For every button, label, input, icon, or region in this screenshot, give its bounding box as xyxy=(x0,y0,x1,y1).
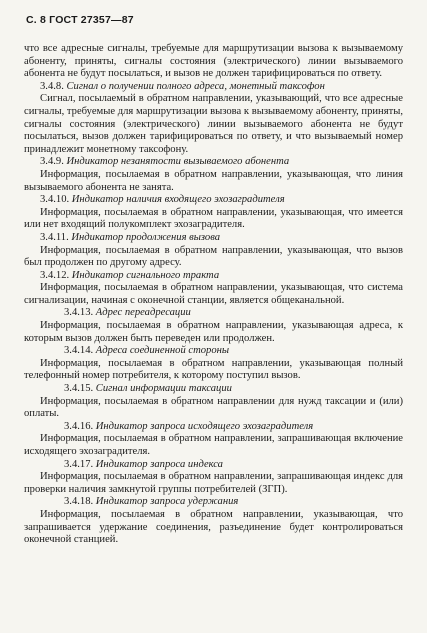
body-paragraph: Информация, посылаемая в обратном направлении, указывающая, что запрашивается удержание соединения, разъединение будет контролироваться оконечной станцией. xyxy=(24,508,403,546)
document-body xyxy=(24,43,403,547)
page-header: С. 8 ГОСТ 27357—87 xyxy=(26,14,134,26)
section-heading xyxy=(24,459,403,472)
section-number: 3.4.9. xyxy=(40,156,67,168)
body-paragraph: Информация, посылаемая в обратном направлении, указывающая адреса, к которым вызов должен быть переведен или продолжен. xyxy=(24,320,403,344)
section-number: 3.4.17. xyxy=(64,458,96,470)
section-number: 3.4.14. xyxy=(64,345,96,357)
section-title: Индикатор запроса удержания xyxy=(95,496,239,508)
body-paragraph: Информация, посылаемая в обратном направлении, указывающая, что линия вызываемого абонента не занята. xyxy=(24,168,403,193)
section-title: Индикатор запроса исходящего эхозаградителя xyxy=(95,420,314,432)
section-number: 3.4.13. xyxy=(64,307,96,319)
section-title: Сигнал информации таксации xyxy=(95,383,232,395)
body-paragraph: Информация, посылаемая в обратном направлении, указывающая, что вызов был продолжен по другому адресу. xyxy=(24,244,403,269)
body-paragraph: Информация, посылаемая в обратном направлении, запрашивающая включение исходящего эхозаградителя. xyxy=(24,433,403,457)
section-title: Сигнал о получении полного адреса, монетный таксофон xyxy=(66,80,325,92)
section-heading xyxy=(24,307,403,320)
section-title: Адрес переадресации xyxy=(95,307,191,319)
section-number: 3.4.12. xyxy=(40,269,72,281)
section-number: 3.4.15. xyxy=(64,383,96,395)
section-heading xyxy=(24,232,403,245)
body-paragraph: что все адресные сигналы, требуемые для маршрутизации вызова к вызываемому абоненту, приняты, сигналы состояния (электрического) линии вызываемого абонента не будут посылаться, и вызов не должен тарифицироваться по ответу. xyxy=(24,43,403,80)
section-title: Индикатор наличия входящего эхозаградителя xyxy=(71,194,285,206)
section-title: Индикатор продолжения вызова xyxy=(71,231,221,243)
section-heading xyxy=(24,496,403,509)
section-title: Индикатор незанятости вызываемого абонента xyxy=(66,156,290,168)
section-heading xyxy=(24,421,403,434)
section-heading xyxy=(24,194,403,207)
section-heading xyxy=(24,270,403,283)
section-heading xyxy=(24,345,403,358)
section-number: 3.4.18. xyxy=(64,496,96,508)
body-paragraph: Информация, посылаемая в обратном направлении, указывающая, что система сигнализации, начиная с оконечной станции, является общеканальной. xyxy=(24,282,403,306)
section-title: Адреса соединенной стороны xyxy=(95,345,230,357)
body-paragraph: Сигнал, посылаемый в обратном направлении, указывающий, что все адресные сигналы, требуемые для маршрутизации вызова к вызываемому абоненту, приняты, сигналы состояния (электрического) линии вызываемого абонента не будут посылаться, вызов должен тарифицироваться по ответу, и что вызываемый номер принадлежит монетному таксофону. xyxy=(24,93,403,155)
body-paragraph: Информация, посылаемая в обратном направлении, указывающая полный телефонный номер потребителя, к которому поступил вызов. xyxy=(24,357,403,382)
section-number: 3.4.11. xyxy=(40,231,72,243)
section-number: 3.4.16. xyxy=(64,420,96,432)
section-heading xyxy=(24,156,403,169)
section-title: Индикатор сигнального тракта xyxy=(71,269,220,281)
section-title: Индикатор запроса индекса xyxy=(95,458,223,470)
body-paragraph: Информация, посылаемая в обратном направлении, указывающая, что имеется или нет входящий полукомплект эхозаградителя. xyxy=(24,206,403,231)
section-heading xyxy=(24,81,403,94)
section-heading xyxy=(24,383,403,396)
body-paragraph: Информация, посылаемая в обратном направлении для нужд таксации и (или) оплаты. xyxy=(24,395,403,420)
body-paragraph: Информация, посылаемая в обратном направлении, запрашивающая индекс для проверки наличия замкнутой группы потребителей (ЗГП). xyxy=(24,471,403,495)
section-number: 3.4.8. xyxy=(40,80,67,92)
section-number: 3.4.10. xyxy=(40,194,72,206)
